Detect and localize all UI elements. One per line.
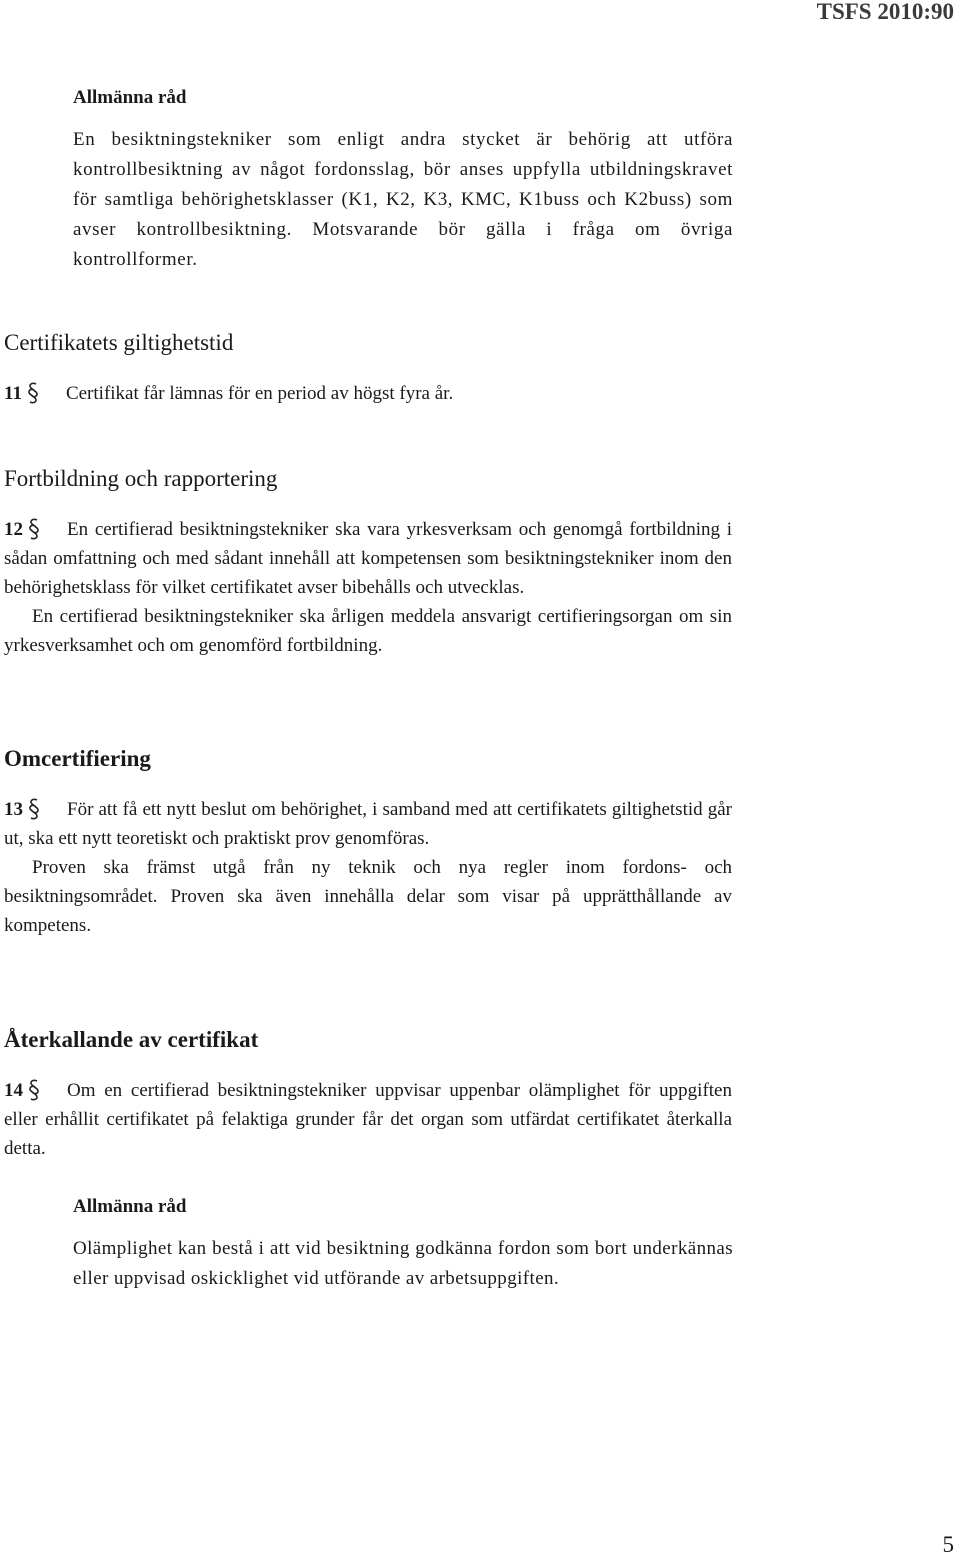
- section-paragraph: [4, 795, 732, 853]
- section-paragraph-2: Proven ska främst utgå från ny teknik och nya regler inom fordons- och besiktningsområdet. Proven ska även innehålla delar som visar på upprätthållande av kompetens.: [4, 857, 732, 936]
- general-advice-title: Allmänna råd: [73, 87, 187, 108]
- page-number: 5: [942, 1532, 954, 1557]
- general-advice-title: Allmänna råd: [73, 1196, 187, 1217]
- section-12: [4, 466, 732, 660]
- section-sign-icon: [27, 797, 41, 821]
- section-text: Om en certifierad besiktningstekniker uppvisar uppenbar olämplighet för uppgiften eller erhållit certifikatet på felaktiga grunder får det organ som utfärdat certifikatet återkalla detta.: [4, 1080, 732, 1159]
- section-paragraph: [4, 1076, 732, 1163]
- section-text: Certifikat får lämnas för en period av högst fyra år.: [65, 383, 454, 404]
- section-heading: Återkallande av certifikat: [4, 1027, 259, 1052]
- section-sign-icon: [27, 517, 41, 541]
- section-heading: Certifikatets giltighetstid: [4, 330, 234, 355]
- general-advice-box: [73, 87, 733, 275]
- general-advice-text: En besiktningstekniker som enligt andra stycket är behörig att utföra kontrollbesiktning av något fordonsslag, bör anses uppfylla utbildningskravet för samtliga behörighetsklasser (K1, K2, K3, KMC, K1buss och K2buss) som avser kontrollbesiktning. Motsvarande bör gälla i fråga om övriga kontrollformer.: [73, 129, 733, 270]
- section-number: 14: [4, 1080, 23, 1101]
- section-sign-icon: [26, 381, 40, 405]
- section-text: För att få ett nytt beslut om behörighet, i samband med att certifikatets giltighetstid går ut, ska ett nytt teoretiskt och praktiskt prov genomföras.: [4, 799, 732, 849]
- section-heading: Fortbildning och rapportering: [4, 466, 278, 491]
- section-14: [4, 1027, 732, 1163]
- section-13: [4, 746, 732, 940]
- section-text: En certifierad besiktningstekniker ska vara yrkesverksam och genomgå fortbildning i sådan omfattning och med sådant innehåll att kompetensen som besiktningstekniker inom den behörighetsklass för vilket certifikatet avser bibehålls och utvecklas.: [4, 519, 732, 598]
- section-paragraph: [4, 379, 732, 408]
- section-paragraph-2: En certifierad besiktningstekniker ska årligen meddela ansvarigt certifieringsorgan om sin yrkesverksamhet och om genomförd fortbildning.: [4, 606, 732, 656]
- section-number: 13: [4, 799, 23, 820]
- section-sign-icon: [27, 1078, 41, 1102]
- general-advice-box-2: [73, 1196, 733, 1294]
- section-number: 11: [4, 383, 22, 404]
- section-paragraph: [4, 515, 732, 602]
- section-heading: Omcertifiering: [4, 746, 151, 771]
- section-11: [4, 330, 732, 408]
- section-number: 12: [4, 519, 23, 540]
- document-code: TSFS 2010:90: [816, 0, 954, 24]
- general-advice-text: Olämplighet kan bestå i att vid besiktning godkänna fordon som bort underkännas eller uppvisad oskicklighet vid utförande av arbetsuppgiften.: [73, 1238, 733, 1289]
